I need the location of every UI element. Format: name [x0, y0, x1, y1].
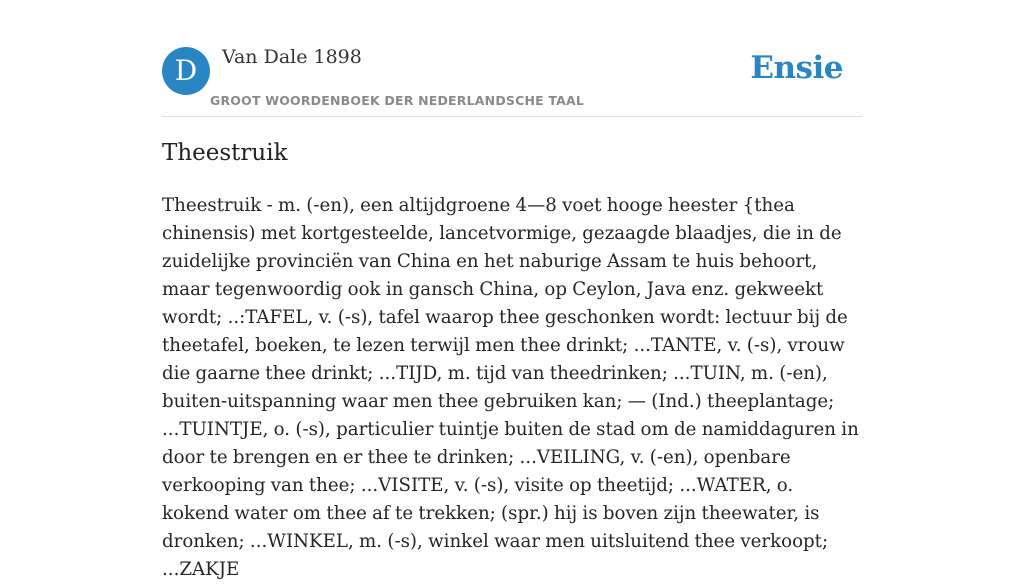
dictionary-logo-icon[interactable]: D	[162, 47, 210, 95]
entry-headword: Theestruik	[162, 140, 288, 166]
site-header	[162, 0, 862, 117]
dictionary-subtitle: GROOT WOORDENBOEK DER NEDERLANDSCHE TAAL	[210, 93, 585, 108]
entry-definition: Theestruik - m. (-en), een altijdgroene 4—8 voet hooge heester {thea chinensis) met kortgesteelde, lancetvormige, gezaagde blaadjes, die in de zuidelijke provinciën van China en het naburige Assam te huis behoort, maar tegenwoordig ook in gansch China, op Ceylon, Java enz. gekweekt wordt; ..:TAFEL, v. (-s), tafel waarop thee geschonken wordt: lectuur bij de theetafel, boeken, te lezen terwijl men thee drinkt; ...TANTE, v. (-s), vrouw die gaarne thee drinkt; ...TIJD, m. tijd van theedrinken; ...TUIN, m. (-en), buiten-uitspanning waar men thee gebruiken kan; — (Ind.) theeplantage; ...TUINTJE, o. (-s), particulier tuintje buiten de stad om de namiddaguren in door te brengen en er thee te drinken; ...VEILING, v. (-en), openbare verkooping van thee; ...VISITE, v. (-s), visite op theetijd; ...WATER, o. kokend water om thee af te trekken; (spr.) hij is boven zijn theewater, is dronken; ...WINKEL, m. (-s), winkel waar men uitsluitend thee verkoopt; ...ZAKJE	[162, 195, 859, 580]
ensie-brand-logo[interactable]: Ensie	[750, 50, 843, 86]
dictionary-title-link[interactable]: Van Dale 1898	[222, 46, 362, 68]
